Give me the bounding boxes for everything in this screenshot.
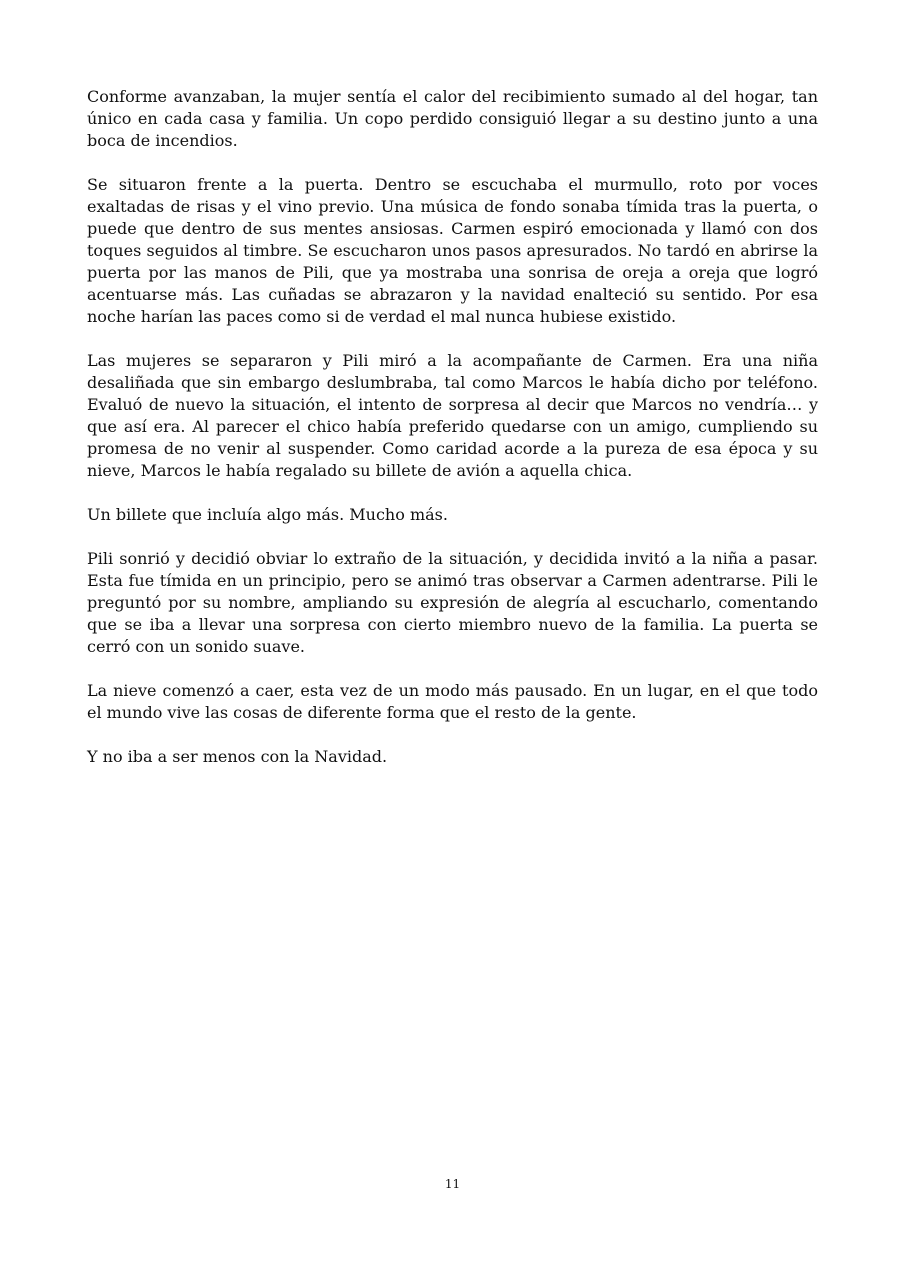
paragraph-6: La nieve comenzó a caer, esta vez de un modo más pausado. En un lugar, en el que todo el mundo vive las cosas de diferente forma que el resto de la gente. [87, 681, 818, 722]
body-text [87, 86, 818, 790]
paragraph-1: Conforme avanzaban, la mujer sentía el calor del recibimiento sumado al del hogar, tan único en cada casa y familia. Un copo perdido consiguió llegar a su destino junto a una boca de incendios. [87, 87, 818, 150]
paragraph-7: Y no iba a ser menos con la Navidad. [87, 747, 388, 766]
paragraph-5: Pili sonrió y decidió obviar lo extraño de la situación, y decidida invitó a la niña a pasar. Esta fue tímida en un principio, pero se animó tras observar a Carmen adentrarse. Pili le preguntó por su nombre, ampliando su expresión de alegría al escucharlo, comentando que se iba a llevar una sorpresa con cierto miembro nuevo de la familia. La puerta se cerró con un sonido suave. [87, 549, 818, 656]
paragraph-4: Un billete que incluía algo más. Mucho más. [87, 505, 448, 524]
paragraph-2: Se situaron frente a la puerta. Dentro se escuchaba el murmullo, roto por voces exaltadas de risas y el vino previo. Una música de fondo sonaba tímida tras la puerta, o puede que dentro de sus mentes ansiosas. Carmen espiró emocionada y llamó con dos toques seguidos al timbre. Se escucharon unos pasos apresurados. No tardó en abrirse la puerta por las manos de Pili, que ya mostraba una sonrisa de oreja a oreja que logró acentuarse más. Las cuñadas se abrazaron y la navidad enalteció su sentido. Por esa noche harían las paces como si de verdad el mal nunca hubiese existido. [87, 175, 818, 326]
paragraph-3: Las mujeres se separaron y Pili miró a la acompañante de Carmen. Era una niña desaliñada que sin embargo deslumbraba, tal como Marcos le había dicho por teléfono. Evaluó de nuevo la situación, el intento de sorpresa al decir que Marcos no vendría… y que así era. Al parecer el chico había preferido quedarse con un amigo, cumpliendo su promesa de no venir al suspender. Como caridad acorde a la pureza de esa época y su nieve, Marcos le había regalado su billete de avión a aquella chica. [87, 351, 818, 480]
page-number: 11 [444, 1177, 461, 1191]
